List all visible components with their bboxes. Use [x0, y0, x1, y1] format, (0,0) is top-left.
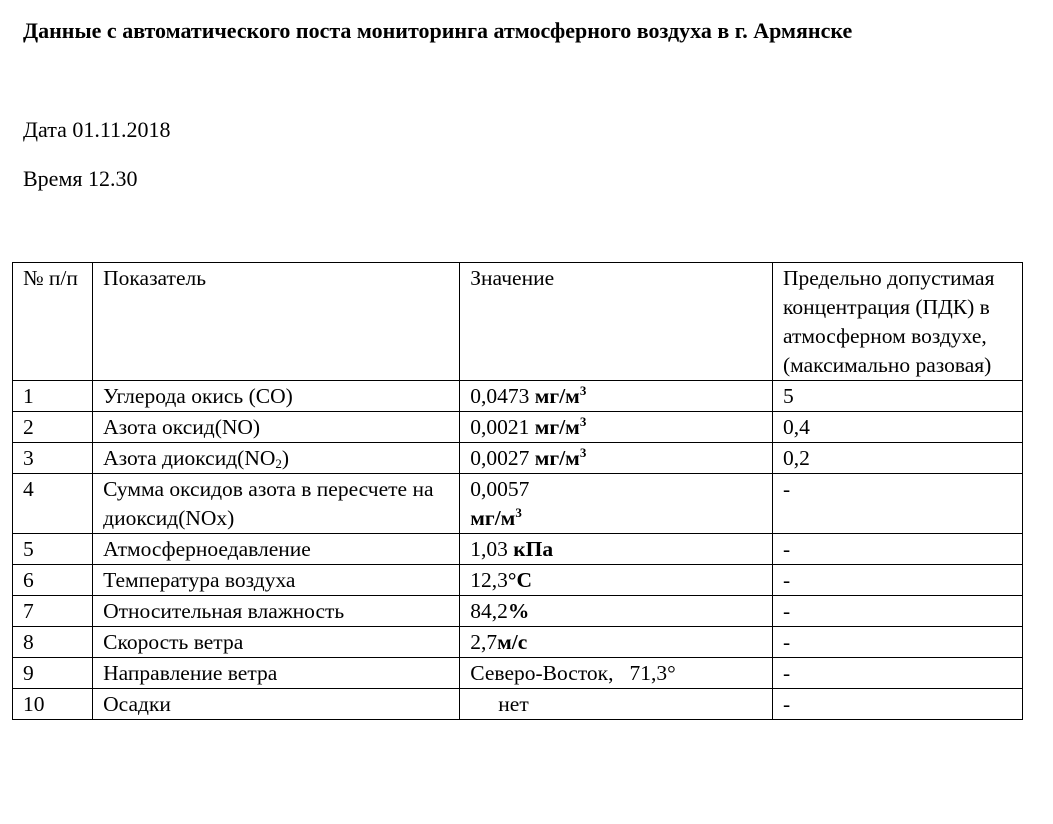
row-value — [460, 474, 773, 534]
row-limit: 0,2 — [773, 443, 1023, 474]
row-num: 3 — [13, 443, 93, 474]
document-title: Данные с автоматического поста мониторинга атмосферного воздуха в г. Армянске — [23, 18, 853, 43]
table-header-row — [13, 263, 1023, 381]
row-indicator: Относительная влажность — [93, 596, 460, 627]
table-row — [13, 689, 1023, 720]
row-indicator: Атмосферноедавление — [93, 534, 460, 565]
header-value: Значение — [460, 263, 773, 381]
value-number: 1,03 — [470, 537, 508, 561]
row-indicator: Температура воздуха — [93, 565, 460, 596]
table-row — [13, 381, 1023, 412]
value-unit: кПа — [513, 537, 554, 561]
row-limit: - — [773, 658, 1023, 689]
row-value — [460, 534, 773, 565]
row-num: 2 — [13, 412, 93, 443]
row-indicator: Азота $диоксид(NO_2)$ — [93, 443, 460, 474]
row-value — [460, 658, 773, 689]
row-value — [460, 627, 773, 658]
value-number: 84,2 — [470, 599, 508, 623]
row-num: 10 — [13, 689, 93, 720]
value-number: 2,7 — [470, 630, 498, 654]
row-value — [460, 412, 773, 443]
header-indicator: Показатель — [93, 263, 460, 381]
table-row — [13, 658, 1023, 689]
row-value — [460, 443, 773, 474]
row-value — [460, 381, 773, 412]
value-number: 0,0057 — [470, 477, 530, 501]
table-row — [13, 412, 1023, 443]
value-degrees: 71,3° — [629, 661, 676, 685]
row-num: 4 — [13, 474, 93, 534]
table-row — [13, 565, 1023, 596]
row-num: 6 — [13, 565, 93, 596]
row-indicator: Направление ветра — [93, 658, 460, 689]
row-num: 5 — [13, 534, 93, 565]
value-number: 0,0027 — [470, 446, 530, 470]
row-limit: 5 — [773, 381, 1023, 412]
row-limit: - — [773, 689, 1023, 720]
value-unit: $мг/м^3$ — [534, 445, 587, 470]
row-value — [460, 596, 773, 627]
row-limit: - — [773, 534, 1023, 565]
table-row — [13, 443, 1023, 474]
value-unit: °С — [507, 568, 533, 592]
row-indicator: Сумма оксидов азота в пересчете на диоксид(NOx) — [93, 474, 460, 534]
table-row — [13, 627, 1023, 658]
row-value — [460, 565, 773, 596]
row-limit: - — [773, 627, 1023, 658]
value-direction: Северо-Восток, — [470, 661, 614, 685]
row-limit: 0,4 — [773, 412, 1023, 443]
date-line: Дата 01.11.2018 — [23, 117, 171, 142]
header-limit: Предельно допустимая концентрация (ПДК) в атмосферном воздухе, (максимально разовая) — [773, 263, 1023, 381]
monitoring-table — [12, 262, 1023, 720]
time-line: Время 12.30 — [23, 166, 138, 191]
value-number: 12,3 — [470, 568, 508, 592]
value-unit: м/с — [497, 630, 528, 654]
row-num: 7 — [13, 596, 93, 627]
row-value: нет — [460, 689, 773, 720]
header-num: № п/п — [13, 263, 93, 381]
row-num: 8 — [13, 627, 93, 658]
value-unit: % — [507, 599, 530, 623]
table-row — [13, 534, 1023, 565]
row-indicator: Осадки — [93, 689, 460, 720]
table-row — [13, 474, 1023, 534]
row-limit: - — [773, 596, 1023, 627]
value-unit: $мг/м^3$ — [470, 505, 522, 530]
row-indicator: Скорость ветра — [93, 627, 460, 658]
row-num: 1 — [13, 381, 93, 412]
row-num: 9 — [13, 658, 93, 689]
value-number: 0,0473 — [470, 384, 530, 408]
value-number: 0,0021 — [470, 415, 530, 439]
value-unit: $мг/м^3$ — [534, 414, 587, 439]
value-unit: $мг/м^3$ — [534, 383, 587, 408]
table-row — [13, 596, 1023, 627]
row-indicator: Углерода окись (CO) — [93, 381, 460, 412]
row-indicator: Азота оксид(NO) — [93, 412, 460, 443]
row-limit: - — [773, 474, 1023, 534]
row-limit: - — [773, 565, 1023, 596]
